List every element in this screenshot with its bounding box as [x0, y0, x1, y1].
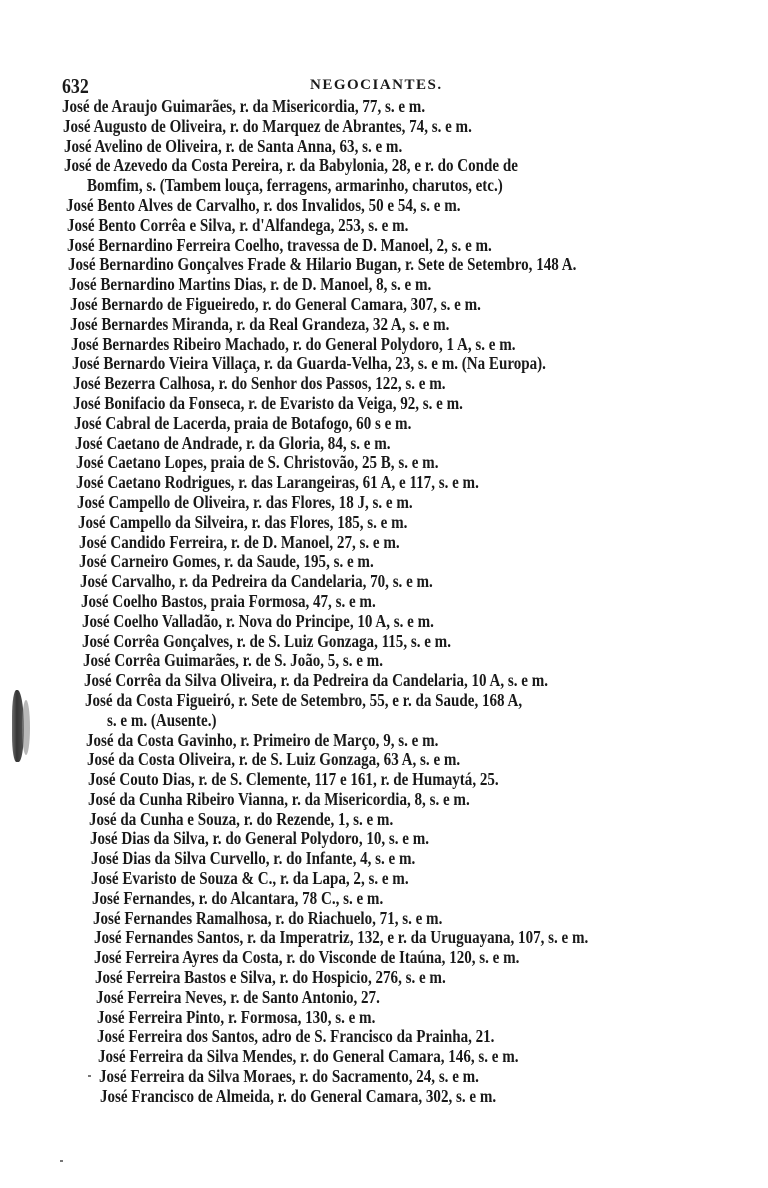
entry-continuation: Bomfim, s. (Tambem louça, ferragens, armarinho, charutos, etc.) [87, 175, 503, 196]
directory-entry: José Dias da Silva Curvello, r. do Infante, 4, s. e m. [90, 848, 415, 869]
directory-entry: José Ferreira da Silva Mendes, r. do General Camara, 146, s. e m. [98, 1046, 519, 1067]
directory-entry: José Ferreira Pinto, r. Formosa, 130, s. e m. [96, 1006, 375, 1027]
directory-entry: José Bernardes Ribeiro Machado, r. do General Polydoro, 1 A, s. e m. [71, 333, 516, 354]
directory-entry: José Corrêa Gonçalves, r. de S. Luiz Gonzaga, 115, s. e m. [82, 630, 452, 651]
directory-entry: José Coelho Valladão, r. Nova do Principe, 10 A, s. e m. [81, 610, 434, 631]
directory-entry: José Coelho Bastos, praia Formosa, 47, s. e m. [80, 590, 376, 611]
directory-entry: José de Araujo Guimarães, r. da Misericordia, 77, s. e m. [62, 96, 426, 116]
directory-entry: José Bernardino Ferreira Coelho, travessa de D. Manoel, 2, s. e m. [67, 234, 493, 255]
directory-entry: José Campello de Oliveira, r. das Flores, 18 J, s. e m. [77, 491, 413, 512]
directory-entry: José Corrêa Guimarães, r. de S. João, 5, s. e m. [83, 650, 383, 671]
directory-entry: José Caetano Rodrigues, r. das Larangeiras, 61 A, e 117, s. e m. [76, 472, 480, 493]
directory-entry: José Carneiro Gomes, r. da Saude, 195, s. e m. [79, 551, 374, 572]
directory-entry: José Bernardino Martins Dias, r. de D. Manoel, 8, s. e m. [68, 274, 432, 295]
directory-entry: José Avelino de Oliveira, r. de Santa Anna, 63, s. e m. [63, 135, 402, 156]
directory-entry: José Carvalho, r. da Pedreira da Candelaria, 70, s. e m. [80, 571, 433, 592]
directory-entry: José Bento Alves de Carvalho, r. dos Invalidos, 50 e 54, s. e m. [65, 194, 461, 215]
directory-entry: José Bernardino Gonçalves Frade & Hilario Bugan, r. Sete de Setembro, 148 A. [68, 254, 577, 275]
directory-entry: José Ferreira Neves, r. de Santo Antonio, 27. [95, 986, 380, 1007]
directory-entry: José Augusto de Oliveira, r. do Marquez de Abrantes, 74, s. e m. [62, 115, 472, 136]
directory-entry: José Dias da Silva, r. do General Polydoro, 10, s. e m. [89, 828, 429, 849]
directory-entry: José da Cunha e Souza, r. do Rezende, 1, s. e m. [89, 808, 394, 829]
scan-artifact [22, 700, 30, 755]
directory-entry: José Bernardes Miranda, r. da Real Grandeza, 32 A, s. e m. [70, 313, 450, 334]
directory-entry: José Corrêa da Silva Oliveira, r. da Pedreira da Candelaria, 10 A, s. e m. [83, 670, 548, 691]
directory-entry: José Ferreira da Silva Moraes, r. do Sacramento, 24, s. e m. [98, 1066, 479, 1087]
directory-entry: José Caetano Lopes, praia de S. Christovão, 25 B, s. e m. [75, 452, 438, 473]
directory-entry: José Ferreira dos Santos, adro de S. Francisco da Prainha, 21. [97, 1026, 495, 1047]
running-title: NEGOCIANTES. [310, 77, 443, 93]
directory-entry: José da Costa Oliveira, r. de S. Luiz Gonzaga, 63 A, s. e m. [86, 749, 460, 770]
directory-entry: José Caetano de Andrade, r. da Gloria, 84, s. e m. [74, 432, 391, 453]
directory-entry: José Fernandes Ramalhosa, r. do Riachuelo, 71, s. e m. [92, 907, 443, 928]
directory-entry: José Francisco de Almeida, r. do General Camara, 302, s. e m. [99, 1085, 496, 1106]
directory-entries [0, 97, 768, 1107]
directory-entry: José Fernandes, r. do Alcantara, 78 C., s. e m. [92, 887, 384, 908]
scan-speck [88, 1075, 91, 1077]
directory-entry: José Campello da Silveira, r. das Flores, 185, s. e m. [77, 511, 408, 532]
directory-entry: José da Costa Gavinho, r. Primeiro de Março, 9, s. e m. [86, 729, 439, 750]
directory-entry: José Evaristo de Souza & C., r. da Lapa, 2, s. e m. [91, 868, 409, 889]
directory-entry: José Bento Corrêa e Silva, r. d'Alfandega, 253, s. e m. [66, 214, 408, 235]
directory-entry: José de Azevedo da Costa Pereira, r. da Babylonia, 28, e r. do Conde de [64, 155, 519, 176]
scan-speck [60, 1160, 63, 1162]
directory-entry: José Bonifacio da Fonseca, r. de Evaristo da Veiga, 92, s. e m. [73, 392, 464, 413]
page-number: 632 [62, 74, 89, 98]
directory-entry: José da Cunha Ribeiro Vianna, r. da Misericordia, 8, s. e m. [88, 788, 470, 809]
directory-entry: José Candido Ferreira, r. de D. Manoel, 27, s. e m. [78, 531, 400, 552]
directory-entry: José Cabral de Lacerda, praia de Botafogo, 60 s e m. [74, 412, 412, 433]
entry-continuation: s. e m. (Ausente.) [107, 709, 217, 730]
directory-entry: José Bezerra Calhosa, r. do Senhor dos Passos, 122, s. e m. [72, 373, 446, 394]
directory-entry: José Ferreira Ayres da Costa, r. do Visconde de Itaúna, 120, s. e m. [94, 947, 520, 968]
directory-entry: José Ferreira Bastos e Silva, r. do Hospicio, 276, s. e m. [95, 967, 446, 988]
directory-entry: José da Costa Figueiró, r. Sete de Setembro, 55, e r. da Saude, 168 A, [84, 689, 522, 710]
directory-entry: José Fernandes Santos, r. da Imperatriz, 132, e r. da Uruguayana, 107, s. e m. [93, 927, 588, 948]
page-header [62, 74, 712, 96]
directory-entry: José Bernardo de Figueiredo, r. do General Camara, 307, s. e m. [69, 293, 481, 314]
directory-entry: José Bernardo Vieira Villaça, r. da Guarda-Velha, 23, s. e m. (Na Europa). [71, 353, 546, 374]
directory-entry: José Couto Dias, r. de S. Clemente, 117 e 161, r. de Humaytá, 25. [87, 769, 499, 790]
